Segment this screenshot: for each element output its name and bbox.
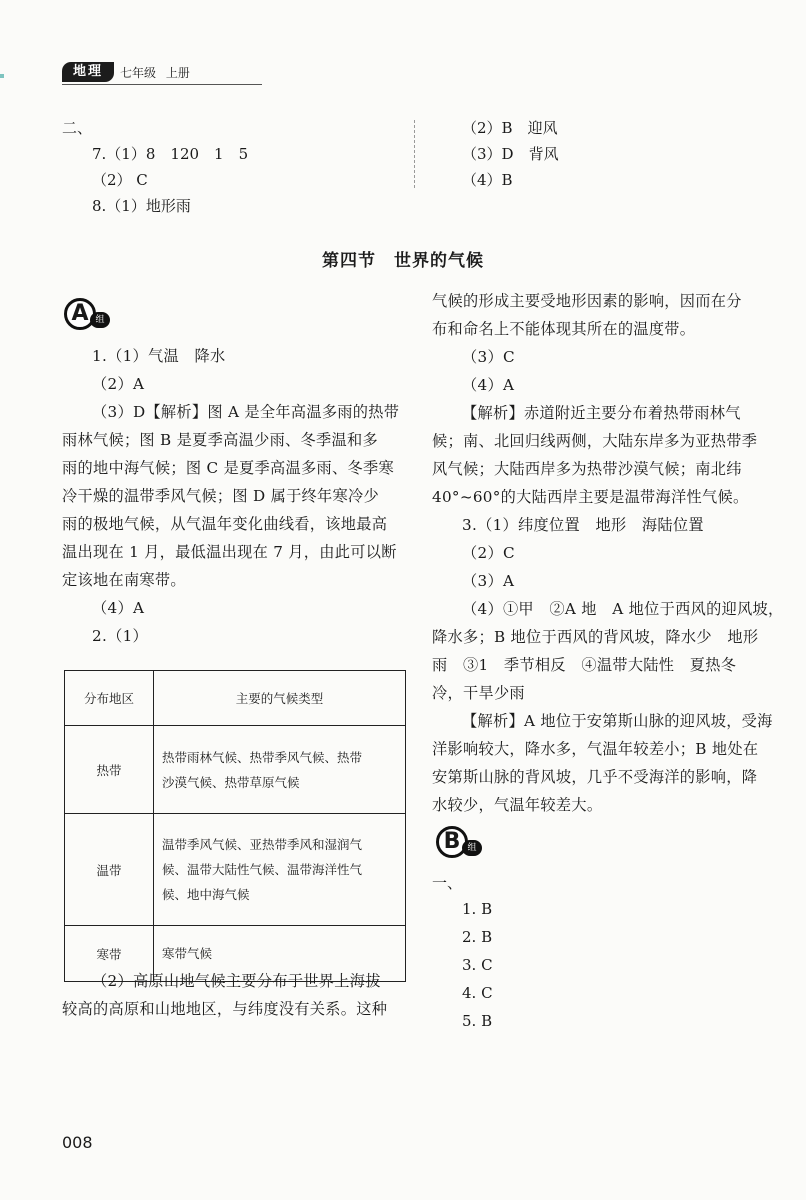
grade-label: 七年级 [120,66,157,80]
left-line: 雨的极地气候，从气温年变化曲线看，该地最高 [62,515,388,533]
subject-tag: 地理 [62,62,114,82]
group-b-suffix: 组 [462,840,482,856]
left-line: （4）A [92,599,145,617]
table-cell-line: 候、地中海气候 [162,887,250,902]
left-line: 定该地在南寒带。 [62,571,186,589]
column-divider [414,120,415,188]
right-line: 3.（1）纬度位置 地形 海陆位置 [462,516,704,534]
table-cell-line: 热带雨林气候、热带季风气候、热带 [162,749,363,765]
right-line: 冷，干旱少雨 [432,684,525,702]
right-line: 水较少，气温年较差大。 [432,796,603,814]
right-line: 降水多；B 地位于西风的背风坡，降水少 地形 [432,628,759,646]
group-b-line: 4. C [462,984,493,1002]
top-left-line: 二、 [62,119,93,137]
left-line: 2.（1） [92,627,149,645]
right-line: 气候的形成主要受地形因素的影响，因而在分 [432,292,742,310]
left-line: （3）D【解析】图 A 是全年高温多雨的热带 [92,403,400,421]
table-header-row [65,671,406,726]
table-cell-region: 寒带 [65,926,154,982]
group-b-line: 3. C [462,956,493,974]
top-right-line: （4）B [462,171,513,189]
left-line: 温出现在 1 月，最低温出现在 7 月，由此可以断 [62,543,397,561]
right-line: 雨 ③1 季节相反 ④温带大陆性 夏热冬 [432,656,737,674]
right-line: 【解析】A 地位于安第斯山脉的迎风坡，受海 [462,712,773,730]
left-line: （2）A [92,375,145,393]
table-cell-climate [154,726,406,814]
table-row [65,726,406,814]
right-line: 洋影响较大，降水多，气温年较差小；B 地处在 [432,740,759,758]
group-a-suffix: 组 [90,312,110,328]
group-b-badge [436,826,482,862]
right-line: 【解析】赤道附近主要分布着热带雨林气 [462,404,741,422]
group-b-line: 2. B [462,928,493,946]
table-cell-line: 寒带气候 [162,946,213,961]
left-line: 雨林气候；图 B 是夏季高温少雨、冬季温和多 [62,431,378,449]
group-a-letter: A [64,298,96,330]
top-right-line: （3）D 背风 [462,145,559,163]
table-cell-region: 温带 [65,814,154,926]
right-line: 候；南、北回归线两侧，大陆东岸多为亚热带季 [432,432,758,450]
table-row [65,814,406,926]
right-line: （4）A [462,376,515,394]
left-line: 冷干燥的温带季风气候；图 D 属于终年寒冷少 [62,487,379,505]
group-b-letter: B [436,826,468,858]
table-cell-climate [154,814,406,926]
edge-accent [0,74,4,78]
right-line: 风气候；大陆西岸多为热带沙漠气候；南北纬 [432,460,742,478]
right-line: 40°~60°的大陆西岸主要是温带海洋性气候。 [432,488,749,506]
left-bottom-line: 较高的高原和山地地区，与纬度没有关系。这种 [62,1000,388,1018]
section-title: 第四节 世界的气候 [322,251,484,271]
left-line: 1.（1）气温 降水 [92,347,226,365]
grade-volume-label [120,64,190,81]
top-left-line: 7.（1）8 120 1 5 [92,145,249,163]
right-line: （4）①甲 ②A 地 A 地位于西风的迎风坡， [462,600,784,618]
table-cell-region: 热带 [65,726,154,814]
top-right-line: （2）B 迎风 [462,119,558,137]
table-cell-line: 温带季风气候、亚热带季风和湿润气 [162,837,363,852]
top-left-line: （2） C [92,171,148,189]
volume-label: 上册 [165,66,190,80]
table-cell-line: 沙漠气候、热带草原气候 [162,774,300,790]
table-cell-line: 候、温带大陆性气候、温带海洋性气 [162,862,363,877]
table-header-region: 分布地区 [65,671,154,726]
table-header-climate: 主要的气候类型 [154,671,406,726]
right-line: （2）C [462,544,515,562]
right-line: （3）C [462,348,515,366]
group-b-line: 5. B [462,1012,493,1030]
right-line: 安第斯山脉的背风坡，几乎不受海洋的影响，降 [432,768,758,786]
group-a-badge [64,298,110,334]
right-line: （3）A [462,572,515,590]
left-line: 雨的地中海气候；图 C 是夏季高温多雨、冬季寒 [62,459,394,477]
left-bottom-line: （2）高原山地气候主要分布于世界上海拔 [92,972,381,990]
top-left-line: 8.（1）地形雨 [92,197,191,215]
group-b-line: 1. B [462,900,493,918]
climate-table [64,670,406,982]
header-rule [62,84,262,85]
right-line: 布和命名上不能体现其所在的温度带。 [432,320,696,338]
group-b-line: 一、 [432,874,463,892]
page-number: 008 [62,1133,93,1152]
